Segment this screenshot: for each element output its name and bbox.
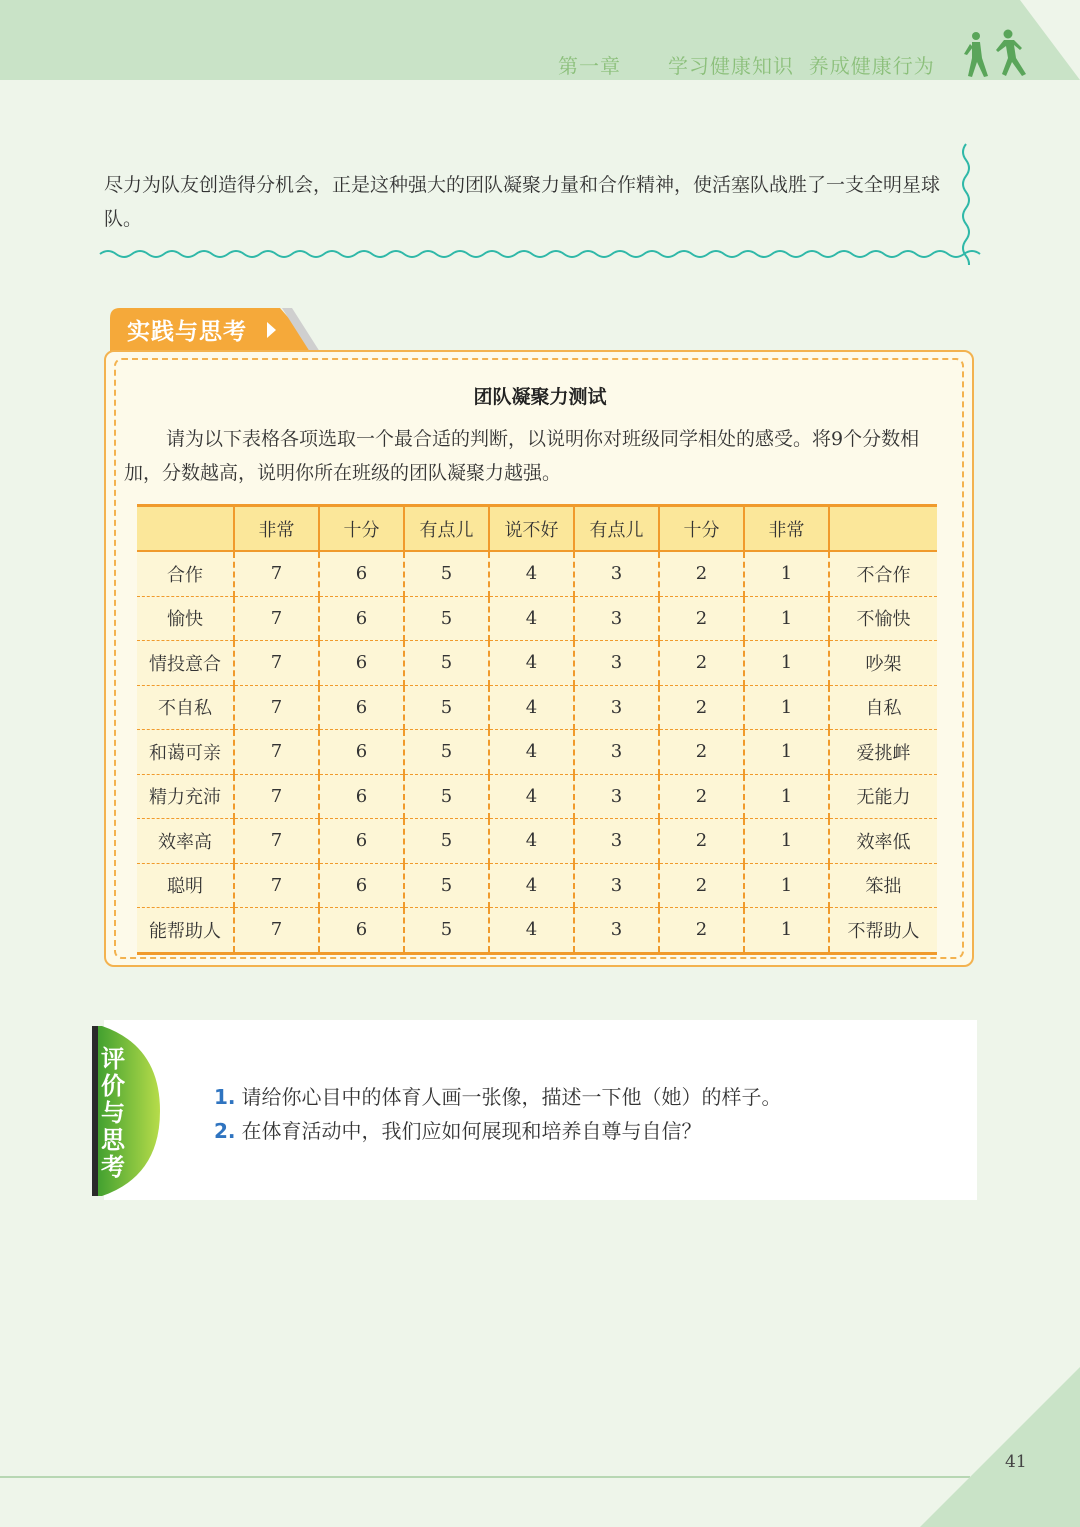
table-cell: 效率高 (137, 819, 234, 864)
practice-label: 实践与思考 (127, 319, 247, 345)
item-number: 2. (214, 1119, 236, 1143)
running-figures-icon (962, 28, 1042, 80)
table-cell: 聪明 (137, 863, 234, 908)
table-row (137, 908, 937, 954)
table-cell: 3 (574, 685, 659, 730)
table-cell: 3 (574, 730, 659, 775)
table-cell: 6 (319, 685, 404, 730)
table-cell: 2 (659, 819, 744, 864)
table-cell: 2 (659, 774, 744, 819)
header-cell: 有点儿 (404, 506, 489, 552)
table-row (137, 863, 937, 908)
table-row (137, 685, 937, 730)
table-cell: 不自私 (137, 685, 234, 730)
table-cell: 6 (319, 908, 404, 954)
table-cell: 1 (744, 730, 829, 775)
score-table (137, 504, 937, 955)
list-item (214, 1080, 954, 1114)
table-cell: 5 (404, 730, 489, 775)
header-cell: 十分 (319, 506, 404, 552)
table-cell: 自私 (829, 685, 937, 730)
table-cell: 7 (234, 685, 319, 730)
table-cell: 7 (234, 596, 319, 641)
table-cell: 和蔼可亲 (137, 730, 234, 775)
table-cell: 情投意合 (137, 641, 234, 686)
table-cell: 4 (489, 863, 574, 908)
header-cell (829, 506, 937, 552)
evaluation-list (214, 1080, 954, 1148)
table-cell: 5 (404, 908, 489, 954)
table-cell: 7 (234, 551, 319, 596)
table-cell: 不帮助人 (829, 908, 937, 954)
table-cell: 1 (744, 685, 829, 730)
table-cell: 4 (489, 819, 574, 864)
table-cell: 5 (404, 685, 489, 730)
table-cell: 6 (319, 819, 404, 864)
table-cell: 5 (404, 641, 489, 686)
table-cell: 1 (744, 596, 829, 641)
table-cell: 3 (574, 551, 659, 596)
table-cell: 4 (489, 685, 574, 730)
table-cell: 2 (659, 685, 744, 730)
table-row (137, 641, 937, 686)
table-header-row (137, 506, 937, 552)
table-row (137, 596, 937, 641)
table-cell: 2 (659, 908, 744, 954)
table-cell: 能帮助人 (137, 908, 234, 954)
item-number: 1. (214, 1085, 236, 1109)
table-cell: 5 (404, 863, 489, 908)
table-row (137, 774, 937, 819)
page-number: 41 (1005, 1452, 1027, 1472)
table-cell: 4 (489, 908, 574, 954)
table-cell: 7 (234, 863, 319, 908)
table-cell: 1 (744, 641, 829, 686)
table-cell: 6 (319, 641, 404, 686)
header-cell: 有点儿 (574, 506, 659, 552)
footer-corner-shape (920, 1367, 1080, 1527)
table-row (137, 730, 937, 775)
table-cell: 4 (489, 730, 574, 775)
table-cell: 7 (234, 774, 319, 819)
header-cell: 非常 (744, 506, 829, 552)
header-cell: 十分 (659, 506, 744, 552)
header-cell: 说不好 (489, 506, 574, 552)
list-item (214, 1114, 954, 1148)
table-cell: 1 (744, 863, 829, 908)
header-cell: 非常 (234, 506, 319, 552)
evaluation-label: 评价与思考 (101, 1045, 125, 1181)
table-cell: 2 (659, 863, 744, 908)
table-cell: 无能力 (829, 774, 937, 819)
table-cell: 1 (744, 551, 829, 596)
table-cell: 6 (319, 774, 404, 819)
table-cell: 7 (234, 641, 319, 686)
table-cell: 2 (659, 551, 744, 596)
table-cell: 4 (489, 774, 574, 819)
table-cell: 2 (659, 730, 744, 775)
item-text: 在体育活动中，我们应如何展现和培养自尊与自信？ (241, 1119, 702, 1143)
table-cell: 6 (319, 551, 404, 596)
table-cell: 2 (659, 596, 744, 641)
practice-description: 请为以下表格各项选取一个最合适的判断，以说明你对班级同学相处的感受。将9个分数相加，分数越高，说明你所在班级的团队凝聚力越强。 (124, 428, 920, 484)
table-cell: 5 (404, 774, 489, 819)
table-cell: 3 (574, 641, 659, 686)
chapter-title: 学习健康知识 养成健康行为 (668, 54, 935, 78)
table-cell: 3 (574, 908, 659, 954)
table-cell: 7 (234, 730, 319, 775)
table-cell: 5 (404, 551, 489, 596)
table-cell: 4 (489, 596, 574, 641)
footer-line (0, 1476, 970, 1478)
header-cell (137, 506, 234, 552)
table-cell: 不合作 (829, 551, 937, 596)
table-cell: 效率低 (829, 819, 937, 864)
table-cell: 5 (404, 819, 489, 864)
table-cell: 3 (574, 863, 659, 908)
table-cell: 3 (574, 819, 659, 864)
table-row (137, 819, 937, 864)
chapter-label: 第一章 (558, 54, 621, 78)
table-cell: 吵架 (829, 641, 937, 686)
table-cell: 6 (319, 596, 404, 641)
table-cell: 笨拙 (829, 863, 937, 908)
item-text: 请给你心目中的体育人画一张像，描述一下他（她）的样子。 (241, 1085, 782, 1109)
practice-title: 团队凝聚力测试 (473, 386, 607, 408)
table-cell: 3 (574, 774, 659, 819)
table-cell: 不愉快 (829, 596, 937, 641)
table-cell: 1 (744, 819, 829, 864)
table-cell: 合作 (137, 551, 234, 596)
table-cell: 5 (404, 596, 489, 641)
table-cell: 1 (744, 774, 829, 819)
table-cell: 7 (234, 819, 319, 864)
table-cell: 精力充沛 (137, 774, 234, 819)
table-cell: 1 (744, 908, 829, 954)
intro-paragraph: 尽力为队友创造得分机会，正是这种强大的团队凝聚力量和合作精神，使活塞队战胜了一支全明星球队。 (104, 174, 941, 230)
table-cell: 7 (234, 908, 319, 954)
table-cell: 6 (319, 730, 404, 775)
table-row (137, 551, 937, 596)
table-cell: 4 (489, 551, 574, 596)
table-cell: 爱挑衅 (829, 730, 937, 775)
table-cell: 4 (489, 641, 574, 686)
table-cell: 3 (574, 596, 659, 641)
table-body (137, 551, 937, 953)
table-cell: 6 (319, 863, 404, 908)
table-cell: 2 (659, 641, 744, 686)
table-cell: 愉快 (137, 596, 234, 641)
